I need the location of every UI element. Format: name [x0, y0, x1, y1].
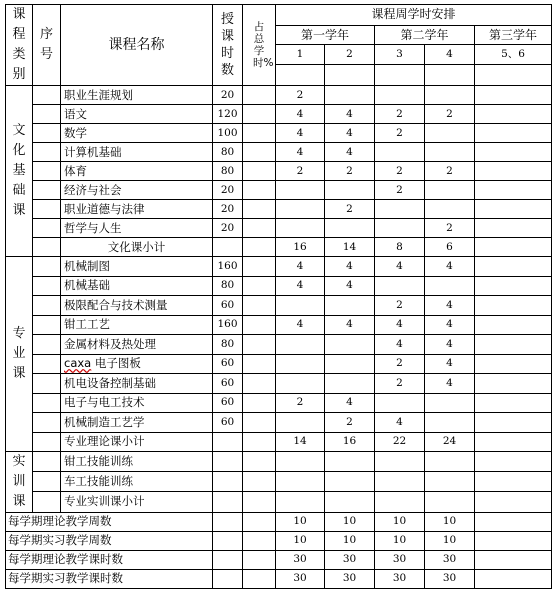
header-sem1: 1	[276, 45, 325, 65]
weekly-hours-s3: 4	[375, 335, 425, 355]
percent-cell	[243, 531, 276, 550]
category-culture: 文化基础课	[6, 86, 33, 257]
weekly-hours-s5	[475, 143, 552, 162]
seq-cell	[33, 143, 61, 162]
summary-s4: 10	[425, 531, 475, 550]
summary-s3: 30	[375, 550, 425, 569]
weekly-hours-s3	[375, 200, 425, 219]
percent-cell	[243, 162, 276, 181]
weekly-hours-s3: 4	[375, 413, 425, 433]
percent-cell	[243, 143, 276, 162]
summary-s3: 30	[375, 569, 425, 588]
header-percent: 占总学时%	[243, 5, 276, 86]
subtotal-s1: 16	[276, 238, 325, 257]
empty-cell	[325, 451, 375, 471]
weekly-hours-s3: 4	[375, 315, 425, 335]
empty-cell	[475, 471, 552, 491]
empty-cell	[475, 451, 552, 471]
hours-cell: 60	[213, 354, 243, 374]
course-name: 机械制造工艺学	[61, 413, 213, 433]
seq-cell	[33, 162, 61, 181]
empty-cell	[276, 451, 325, 471]
header-year1: 第一学年	[276, 25, 375, 45]
course-name-rest: 电子图板	[91, 356, 141, 371]
weekly-hours-s4	[425, 276, 475, 296]
weekly-hours-s3: 2	[375, 162, 425, 181]
weekly-hours-s4	[425, 200, 475, 219]
weekly-hours-s2: 2	[325, 162, 375, 181]
empty-cell	[475, 492, 552, 512]
header-hours: 授课时数	[213, 5, 243, 86]
empty-cell	[276, 492, 325, 512]
summary-label: 每学期理论教学周数	[6, 512, 213, 531]
empty-cell	[375, 451, 425, 471]
subtotal-s1: 14	[276, 432, 325, 451]
header-blank	[276, 65, 325, 86]
weekly-hours-s1	[276, 219, 325, 238]
weekly-hours-s5	[475, 354, 552, 374]
empty-cell	[425, 492, 475, 512]
weekly-hours-s4: 2	[425, 105, 475, 124]
weekly-hours-s1	[276, 413, 325, 433]
weekly-hours-s4	[425, 181, 475, 200]
seq-cell	[33, 354, 61, 374]
weekly-hours-s2	[325, 86, 375, 105]
course-name: 经济与社会	[61, 181, 213, 200]
weekly-hours-s2	[325, 296, 375, 316]
header-blank	[325, 65, 375, 86]
hours-cell	[213, 238, 243, 257]
practice-name: 专业实训课小计	[61, 492, 213, 512]
seq-cell	[33, 181, 61, 200]
weekly-hours-s2: 4	[325, 315, 375, 335]
weekly-hours-s5	[475, 315, 552, 335]
course-name-prefix: caxa	[64, 356, 92, 371]
empty-cell	[425, 451, 475, 471]
weekly-hours-s4: 4	[425, 257, 475, 277]
weekly-hours-s2: 4	[325, 276, 375, 296]
summary-s1: 30	[276, 550, 325, 569]
percent-cell	[243, 200, 276, 219]
weekly-hours-s5	[475, 86, 552, 105]
weekly-hours-s2: 4	[325, 393, 375, 413]
weekly-hours-s3	[375, 393, 425, 413]
header-blank	[475, 65, 552, 86]
empty-cell	[475, 569, 552, 588]
summary-s1: 30	[276, 569, 325, 588]
empty-cell	[325, 492, 375, 512]
subtotal-label: 专业理论课小计	[61, 432, 213, 451]
weekly-hours-s2: 4	[325, 143, 375, 162]
hours-cell: 20	[213, 86, 243, 105]
weekly-hours-s2: 4	[325, 105, 375, 124]
weekly-hours-s3: 2	[375, 105, 425, 124]
hours-cell: 60	[213, 413, 243, 433]
weekly-hours-s2: 4	[325, 257, 375, 277]
empty-cell	[276, 471, 325, 491]
summary-s4: 30	[425, 569, 475, 588]
weekly-hours-s3	[375, 276, 425, 296]
weekly-hours-s1	[276, 354, 325, 374]
summary-s2: 10	[325, 531, 375, 550]
percent-cell	[243, 86, 276, 105]
seq-cell	[33, 257, 61, 277]
weekly-hours-s4	[425, 393, 475, 413]
weekly-hours-s5	[475, 105, 552, 124]
seq-cell	[33, 105, 61, 124]
subtotal-s4: 6	[425, 238, 475, 257]
weekly-hours-s1: 2	[276, 393, 325, 413]
hours-cell: 160	[213, 257, 243, 277]
hours-cell: 60	[213, 393, 243, 413]
weekly-hours-s2	[325, 374, 375, 394]
empty-cell	[425, 471, 475, 491]
summary-s4: 10	[425, 512, 475, 531]
weekly-hours-s4	[425, 86, 475, 105]
percent-cell	[243, 512, 276, 531]
weekly-hours-s1: 4	[276, 105, 325, 124]
practice-name: 车工技能训练	[61, 471, 213, 491]
course-name: 机电设备控制基础	[61, 374, 213, 394]
summary-s3: 10	[375, 531, 425, 550]
hours-cell: 80	[213, 162, 243, 181]
header-year3: 第三学年	[475, 25, 552, 45]
weekly-hours-s4: 2	[425, 162, 475, 181]
header-seq: 序号	[33, 5, 61, 86]
percent-cell	[243, 315, 276, 335]
weekly-hours-s5	[475, 393, 552, 413]
percent-cell	[243, 374, 276, 394]
weekly-hours-s4: 2	[425, 219, 475, 238]
weekly-hours-s3: 2	[375, 181, 425, 200]
seq-cell	[33, 86, 61, 105]
summary-label: 每学期理论教学课时数	[6, 550, 213, 569]
weekly-hours-s5	[475, 335, 552, 355]
percent-cell	[243, 569, 276, 588]
empty-cell	[475, 531, 552, 550]
empty-cell	[325, 471, 375, 491]
subtotal-s4: 24	[425, 432, 475, 451]
empty-cell	[213, 451, 243, 471]
hours-cell: 160	[213, 315, 243, 335]
percent-cell	[243, 257, 276, 277]
course-name: 钳工工艺	[61, 315, 213, 335]
hours-cell: 100	[213, 124, 243, 143]
header-sem56: 5、6	[475, 45, 552, 65]
weekly-hours-s4: 4	[425, 374, 475, 394]
percent-cell	[243, 432, 276, 451]
weekly-hours-s5	[475, 296, 552, 316]
category-practice: 实训课	[6, 451, 33, 512]
weekly-hours-s5	[475, 413, 552, 433]
empty-cell	[213, 471, 243, 491]
seq-cell	[33, 432, 61, 451]
summary-s2: 30	[325, 550, 375, 569]
subtotal-s5	[475, 432, 552, 451]
weekly-hours-s1: 4	[276, 143, 325, 162]
weekly-hours-s1	[276, 181, 325, 200]
seq-cell	[33, 471, 61, 491]
empty-cell	[475, 550, 552, 569]
empty-cell	[475, 512, 552, 531]
weekly-hours-s5	[475, 257, 552, 277]
summary-s3: 10	[375, 512, 425, 531]
percent-cell	[243, 354, 276, 374]
hours-cell	[213, 432, 243, 451]
seq-cell	[33, 200, 61, 219]
weekly-hours-s3: 2	[375, 296, 425, 316]
weekly-hours-s1	[276, 200, 325, 219]
percent-cell	[243, 335, 276, 355]
weekly-hours-s1: 2	[276, 162, 325, 181]
header-schedule: 课程周学时安排	[276, 5, 552, 26]
course-name: 机械基础	[61, 276, 213, 296]
header-sem2: 2	[325, 45, 375, 65]
hours-cell: 80	[213, 143, 243, 162]
summary-s2: 30	[325, 569, 375, 588]
empty-cell	[243, 492, 276, 512]
course-name: 金属材料及热处理	[61, 335, 213, 355]
hours-cell: 80	[213, 335, 243, 355]
weekly-hours-s5	[475, 276, 552, 296]
hours-cell: 60	[213, 296, 243, 316]
hours-cell: 120	[213, 105, 243, 124]
weekly-hours-s5	[475, 124, 552, 143]
percent-cell	[243, 413, 276, 433]
percent-cell	[243, 550, 276, 569]
seq-cell	[33, 492, 61, 512]
weekly-hours-s3	[375, 86, 425, 105]
course-name: 哲学与人生	[61, 219, 213, 238]
seq-cell	[33, 393, 61, 413]
header-year2: 第二学年	[375, 25, 475, 45]
weekly-hours-s1	[276, 335, 325, 355]
summary-s4: 30	[425, 550, 475, 569]
weekly-hours-s4: 4	[425, 354, 475, 374]
weekly-hours-s1	[276, 296, 325, 316]
weekly-hours-s2: 4	[325, 124, 375, 143]
curriculum-table	[5, 4, 552, 589]
hours-cell	[213, 569, 243, 588]
seq-cell	[33, 276, 61, 296]
hours-cell	[213, 531, 243, 550]
hours-cell: 80	[213, 276, 243, 296]
percent-cell	[243, 181, 276, 200]
percent-cell	[243, 296, 276, 316]
weekly-hours-s1: 4	[276, 276, 325, 296]
weekly-hours-s1	[276, 374, 325, 394]
percent-cell	[243, 393, 276, 413]
course-name: 语文	[61, 105, 213, 124]
seq-cell	[33, 451, 61, 471]
seq-cell	[33, 315, 61, 335]
hours-cell: 20	[213, 200, 243, 219]
hours-cell: 60	[213, 374, 243, 394]
weekly-hours-s4: 4	[425, 296, 475, 316]
weekly-hours-s3	[375, 219, 425, 238]
seq-cell	[33, 413, 61, 433]
weekly-hours-s4: 4	[425, 335, 475, 355]
empty-cell	[243, 471, 276, 491]
course-name: 数学	[61, 124, 213, 143]
hours-cell	[213, 550, 243, 569]
weekly-hours-s3: 2	[375, 374, 425, 394]
subtotal-s3: 22	[375, 432, 425, 451]
subtotal-label: 文化课小计	[61, 238, 213, 257]
weekly-hours-s4: 4	[425, 315, 475, 335]
subtotal-s3: 8	[375, 238, 425, 257]
header-category: 课程类别	[6, 5, 33, 86]
weekly-hours-s4	[425, 124, 475, 143]
hours-cell: 20	[213, 219, 243, 238]
weekly-hours-s5	[475, 162, 552, 181]
empty-cell	[375, 492, 425, 512]
empty-cell	[375, 471, 425, 491]
subtotal-s2: 16	[325, 432, 375, 451]
weekly-hours-s4	[425, 413, 475, 433]
weekly-hours-s2	[325, 219, 375, 238]
weekly-hours-s5	[475, 219, 552, 238]
seq-cell	[33, 219, 61, 238]
weekly-hours-s1: 4	[276, 124, 325, 143]
summary-s2: 10	[325, 512, 375, 531]
summary-label: 每学期实习教学周数	[6, 531, 213, 550]
course-name: 机械制图	[61, 257, 213, 277]
percent-cell	[243, 219, 276, 238]
weekly-hours-s2	[325, 181, 375, 200]
weekly-hours-s2: 2	[325, 200, 375, 219]
course-name	[61, 354, 213, 374]
header-sem4: 4	[425, 45, 475, 65]
course-name: 职业生涯规划	[61, 86, 213, 105]
percent-cell	[243, 276, 276, 296]
hours-cell	[213, 512, 243, 531]
summary-s1: 10	[276, 531, 325, 550]
weekly-hours-s1: 4	[276, 315, 325, 335]
weekly-hours-s2: 2	[325, 413, 375, 433]
header-blank	[425, 65, 475, 86]
practice-name: 钳工技能训练	[61, 451, 213, 471]
category-major: 专业课	[6, 257, 33, 452]
summary-label: 每学期实习教学课时数	[6, 569, 213, 588]
empty-cell	[213, 492, 243, 512]
seq-cell	[33, 296, 61, 316]
empty-cell	[243, 451, 276, 471]
hours-cell: 20	[213, 181, 243, 200]
summary-s1: 10	[276, 512, 325, 531]
subtotal-s5	[475, 238, 552, 257]
weekly-hours-s4	[425, 143, 475, 162]
percent-cell	[243, 105, 276, 124]
weekly-hours-s5	[475, 181, 552, 200]
weekly-hours-s2	[325, 335, 375, 355]
weekly-hours-s5	[475, 374, 552, 394]
header-course-name: 课程名称	[61, 5, 213, 86]
header-sem3: 3	[375, 45, 425, 65]
course-name: 极限配合与技术测量	[61, 296, 213, 316]
weekly-hours-s1: 4	[276, 257, 325, 277]
course-name: 职业道德与法律	[61, 200, 213, 219]
weekly-hours-s1: 2	[276, 86, 325, 105]
course-name: 电子与电工技术	[61, 393, 213, 413]
weekly-hours-s5	[475, 200, 552, 219]
weekly-hours-s3: 2	[375, 354, 425, 374]
seq-cell	[33, 374, 61, 394]
percent-cell	[243, 238, 276, 257]
weekly-hours-s3: 4	[375, 257, 425, 277]
weekly-hours-s2	[325, 354, 375, 374]
percent-cell	[243, 124, 276, 143]
seq-cell	[33, 238, 61, 257]
seq-cell	[33, 124, 61, 143]
subtotal-s2: 14	[325, 238, 375, 257]
weekly-hours-s3: 2	[375, 124, 425, 143]
seq-cell	[33, 335, 61, 355]
course-name: 计算机基础	[61, 143, 213, 162]
weekly-hours-s3	[375, 143, 425, 162]
course-name: 体育	[61, 162, 213, 181]
header-blank	[375, 65, 425, 86]
